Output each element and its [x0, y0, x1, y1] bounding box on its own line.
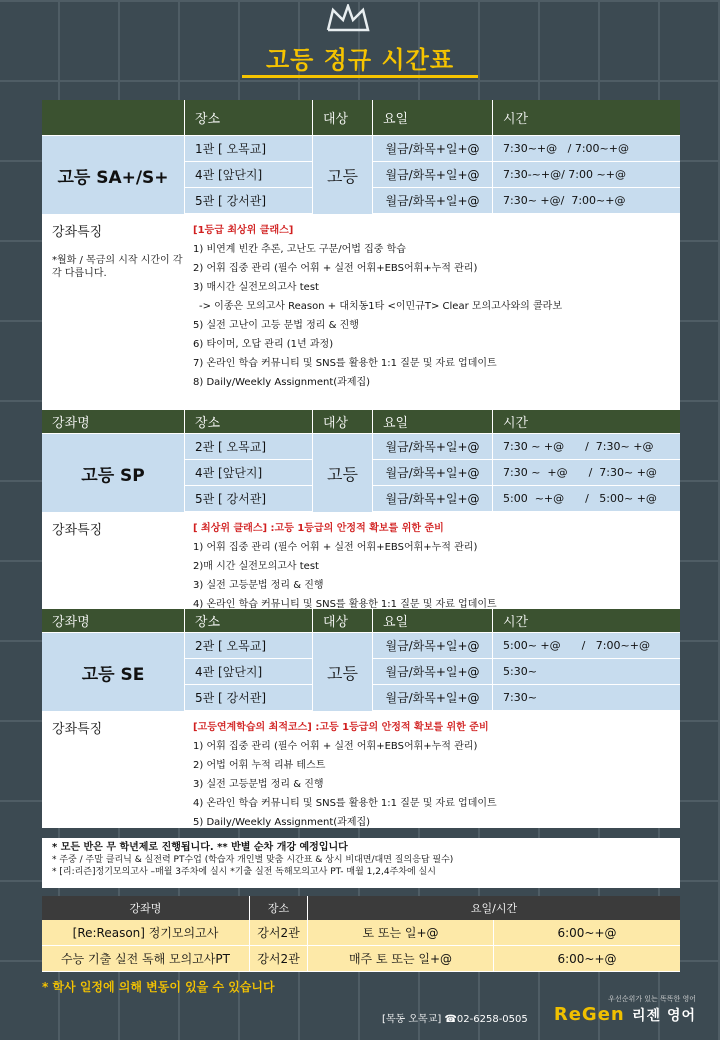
course-times	[493, 434, 680, 512]
note-line: * [리:리즌]정기모의고사 –매월 3주차에 실시 *기출 실전 독해모의고사 PT- 매월 1,2,4주차에 실시	[52, 867, 436, 877]
header-day: 요일	[373, 410, 493, 433]
course-places	[185, 136, 313, 214]
page-title: 고등 정규 시간표	[242, 40, 478, 78]
feature-title: [ 최상위 클래스] :고등 1등급의 안정적 확보를 위한 준비	[193, 523, 444, 534]
table-header	[42, 410, 680, 434]
feature-list	[185, 519, 680, 610]
feature-item: 7) 온라인 학습 커뮤니티 및 SNS를 활용한 1:1 질문 및 자료 업데이트	[193, 358, 497, 369]
special-day: 토 또는 일+@	[308, 920, 494, 945]
special-header-when: 요일/시간	[470, 902, 518, 915]
header-name: 강좌명	[42, 609, 185, 632]
special-day: 매주 토 또는 일+@	[308, 946, 494, 971]
feature-item: 1) 어휘 집중 관리 (필수 어휘 + 실전 어휘+EBS어휘+누적 관리)	[193, 542, 478, 553]
day-cell: 월금/화목+일+@	[373, 685, 492, 711]
time-cell: 5:30~	[493, 659, 680, 685]
footer-address: [목동 오목교] ☎02-6258-0505	[382, 1014, 528, 1025]
feature-item: 3) 실전 고등문법 정리 & 진행	[193, 580, 324, 591]
place-cell: 4관 [앞단지]	[185, 460, 312, 486]
course-features	[42, 215, 680, 410]
feature-item: 5) Daily/Weekly Assignment(과제집)	[193, 817, 371, 828]
time-cell: 7:30 ~ +@ / 7:30~ +@	[493, 460, 680, 486]
day-cell: 월금/화목+일+@	[373, 434, 492, 460]
feature-item: 1) 비연계 빈칸 추론, 고난도 구문/어법 집중 학습	[193, 244, 406, 255]
table-header	[42, 100, 680, 136]
header-time: 시간	[503, 416, 529, 431]
feature-list	[185, 718, 680, 828]
special-name: 수능 기출 실전 독해 모의고사PT	[42, 946, 250, 971]
special-row	[42, 920, 680, 946]
special-time: 6:00~+@	[494, 920, 680, 945]
day-cell: 월금/화목+일+@	[373, 188, 492, 214]
brand-logo	[546, 994, 696, 1025]
course-target: 고등	[313, 136, 373, 214]
course-block	[42, 434, 680, 513]
brand-logo-text: ReGen	[553, 1004, 625, 1025]
place-cell: 2관 [ 오목교]	[185, 434, 312, 460]
feature-item: 6) 타이머, 오답 관리 (1년 과정)	[193, 339, 334, 350]
feature-item: -> 이종은 모의고사 Reason + 대치동1타 <이민규T> Clear 모의고사와의 콜라보	[199, 301, 562, 312]
place-cell: 5관 [ 강서관]	[185, 685, 312, 711]
table-header	[42, 609, 680, 633]
note-line: * 모든 반은 무 학년제로 진행됩니다. ** 반별 순차 개강 예정입니다	[52, 842, 348, 853]
day-cell: 월금/화목+일+@	[373, 460, 492, 486]
day-cell: 월금/화목+일+@	[373, 633, 492, 659]
header-time: 시간	[503, 112, 529, 127]
feature-item: 4) 온라인 학습 커뮤니티 및 SNS를 활용한 1:1 질문 및 자료 업데이트	[193, 599, 497, 610]
place-cell: 4관 [앞단지]	[185, 162, 312, 188]
header-target: 대상	[313, 410, 373, 433]
feature-note: *월화 / 목금의 시작 시간이 각각 다릅니다.	[52, 255, 183, 279]
place-cell: 5관 [ 강서관]	[185, 486, 312, 512]
feature-item: 3) 실전 고등문법 정리 & 진행	[193, 779, 324, 790]
header-target: 대상	[313, 100, 373, 135]
header-time: 시간	[503, 615, 529, 630]
course-name: 고등 SP	[42, 434, 185, 512]
header-day: 요일	[373, 100, 493, 135]
timetable	[42, 100, 680, 828]
feature-title: [1등급 최상위 클래스]	[193, 225, 294, 236]
day-cell: 월금/화목+일+@	[373, 136, 492, 162]
day-cell: 월금/화목+일+@	[373, 162, 492, 188]
time-cell: 7:30-~+@/ 7:00 ~+@	[493, 162, 680, 188]
schedule-warning: * 학사 일정에 의해 변동이 있을 수 있습니다	[42, 980, 275, 994]
feature-item: 2)매 시간 실전모의고사 test	[193, 561, 319, 572]
brand-name	[546, 1004, 696, 1025]
course-name: 고등 SE	[42, 633, 185, 711]
place-cell: 2관 [ 오목교]	[185, 633, 312, 659]
special-header-place: 장소	[250, 896, 308, 920]
special-place: 강서2관	[250, 946, 308, 971]
course-name: 고등 SA+/S+	[42, 136, 185, 214]
place-cell: 4관 [앞단지]	[185, 659, 312, 685]
header-name: 강좌명	[42, 410, 185, 433]
feature-item: 2) 어법 어휘 누적 리뷰 테스트	[193, 760, 326, 771]
day-cell: 월금/화목+일+@	[373, 486, 492, 512]
feature-item: 1) 어휘 집중 관리 (필수 어휘 + 실전 어휘+EBS어휘+누적 관리)	[193, 741, 478, 752]
course-times	[493, 136, 680, 214]
course-target: 고등	[313, 434, 373, 512]
brand-tagline: 우선순위가 있는 똑똑한 영어	[608, 995, 696, 1003]
feature-title: [고등연계학습의 최적코스] :고등 1등급의 안정적 확보를 위한 준비	[193, 722, 489, 733]
feature-label: 강좌특징	[52, 225, 103, 240]
course-features	[42, 712, 680, 828]
special-name: [Re:Reason] 정기모의고사	[42, 920, 250, 945]
header-place: 장소	[185, 410, 313, 433]
feature-label: 강좌특징	[52, 722, 103, 737]
special-header	[42, 896, 680, 920]
time-cell: 7:30~	[493, 685, 680, 711]
time-cell: 7:30~ +@/ 7:00~+@	[493, 188, 680, 214]
course-days	[373, 434, 493, 512]
header-target: 대상	[313, 609, 373, 632]
feature-label: 강좌특징	[52, 523, 103, 538]
course-block	[42, 136, 680, 215]
header-name	[42, 100, 185, 135]
course-features	[42, 513, 680, 609]
time-cell: 5:00~ +@ / 7:00~+@	[493, 633, 680, 659]
course-places	[185, 633, 313, 711]
special-time: 6:00~+@	[494, 946, 680, 971]
brand-kr: 리젠 영어	[632, 1008, 696, 1024]
special-table	[42, 896, 680, 972]
special-row	[42, 946, 680, 972]
feature-label-col	[42, 519, 185, 601]
feature-item: 5) 실전 고난이 고등 문법 정리 & 진행	[193, 320, 359, 331]
feature-label-col	[42, 718, 185, 820]
title-wrap	[0, 40, 720, 78]
course-target: 고등	[313, 633, 373, 711]
feature-item: 8) Daily/Weekly Assignment(과제집)	[193, 377, 371, 388]
feature-list	[185, 221, 680, 402]
day-cell: 월금/화목+일+@	[373, 659, 492, 685]
place-cell: 5관 [ 강서관]	[185, 188, 312, 214]
time-cell: 5:00 ~+@ / 5:00~ +@	[493, 486, 680, 512]
crown-icon	[325, 4, 371, 34]
time-cell: 7:30~+@ / 7:00~+@	[493, 136, 680, 162]
course-days	[373, 633, 493, 711]
place-cell: 1관 [ 오목교]	[185, 136, 312, 162]
header-day: 요일	[373, 609, 493, 632]
time-cell: 7:30 ~ +@ / 7:30~ +@	[493, 434, 680, 460]
feature-label-col	[42, 221, 185, 402]
course-block	[42, 633, 680, 712]
special-place: 강서2관	[250, 920, 308, 945]
special-header-name: 강좌명	[42, 896, 250, 920]
notes-box	[42, 838, 680, 888]
header-place: 장소	[185, 609, 313, 632]
feature-item: 2) 어휘 집중 관리 (필수 어휘 + 실전 어휘+EBS어휘+누적 관리)	[193, 263, 478, 274]
course-places	[185, 434, 313, 512]
feature-item: 3) 매시간 실전모의고사 test	[193, 282, 319, 293]
course-times	[493, 633, 680, 711]
note-line: * 주중 / 주말 클리닉 & 실전력 PT수업 (학습자 개인별 맞춤 시간표 & 상시 비대면/대면 질의응답 필수)	[52, 855, 454, 865]
feature-item: 4) 온라인 학습 커뮤니티 및 SNS를 활용한 1:1 질문 및 자료 업데이트	[193, 798, 497, 809]
course-days	[373, 136, 493, 214]
header-place: 장소	[185, 100, 313, 135]
